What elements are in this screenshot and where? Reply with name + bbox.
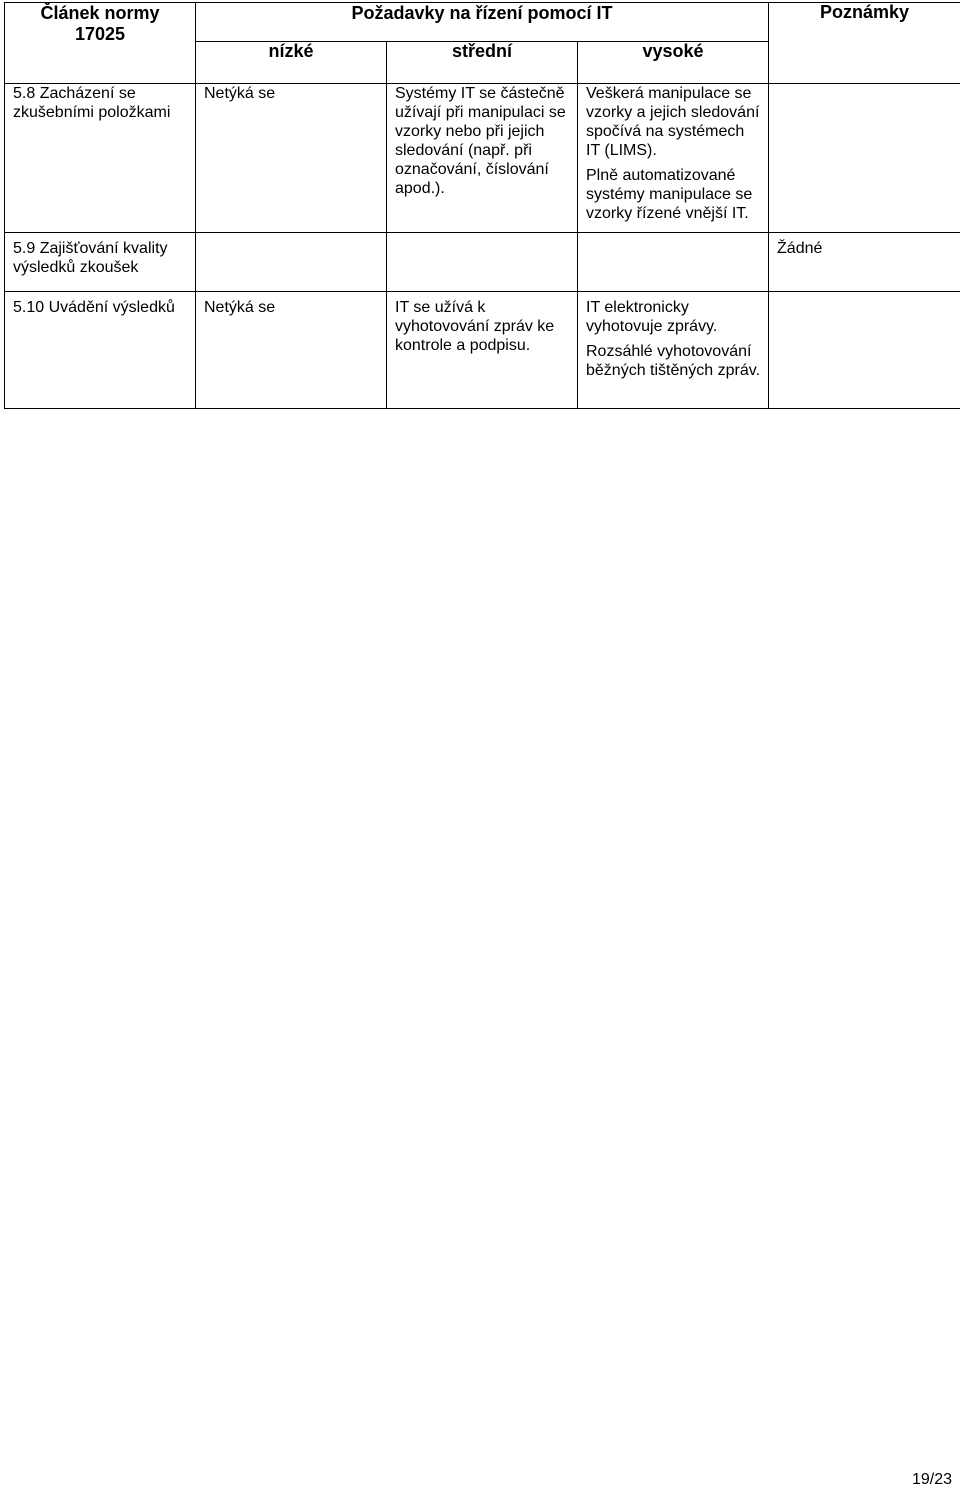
table-row [5,292,960,409]
cell-low: Netýká se [196,84,387,233]
cell-notes [769,292,960,409]
header-level-low: nízké [196,42,387,84]
cell-medium: IT se užívá k vyhotovování zpráv ke kontrole a podpisu. [387,292,578,409]
cell-article: 5.8 Zacházení se zkušebními položkami [5,84,196,233]
cell-high-paragraph: Veškerá manipulace se vzorky a jejich sledování spočívá na systémech IT (LIMS). [586,85,760,159]
cell-article: 5.9 Zajišťování kvality výsledků zkoušek [5,233,196,292]
header-level-medium: střední [387,42,578,84]
header-it-requirements: Požadavky na řízení pomocí IT [196,3,769,42]
cell-low: Netýká se [196,292,387,409]
cell-high-paragraph: Plně automatizované systémy manipulace se vzorky řízené vnější IT. [586,167,753,222]
cell-medium: Systémy IT se částečně užívají při manipulaci se vzorky nebo při jejich sledování (např. při označování, číslování apod.). [387,84,578,233]
cell-high [578,84,769,233]
requirements-table [4,2,960,409]
table-row [5,84,960,233]
header-row-top [5,3,960,42]
cell-notes [769,84,960,233]
page-number: 19/23 [911,1471,952,1488]
cell-high-paragraph: IT elektronicky vyhotovuje zprávy. [586,299,718,335]
header-notes: Poznámky [769,3,960,84]
cell-article: 5.10 Uvádění výsledků [5,292,196,409]
cell-medium [387,233,578,292]
cell-low [196,233,387,292]
cell-high [578,292,769,409]
cell-notes: Žádné [769,233,960,292]
header-level-high: vysoké [578,42,769,84]
cell-high-paragraph: Rozsáhlé vyhotovování běžných tištěných zpráv. [586,343,761,379]
header-article: Článek normy 17025 [5,3,196,84]
table-row [5,233,960,292]
cell-high [578,233,769,292]
